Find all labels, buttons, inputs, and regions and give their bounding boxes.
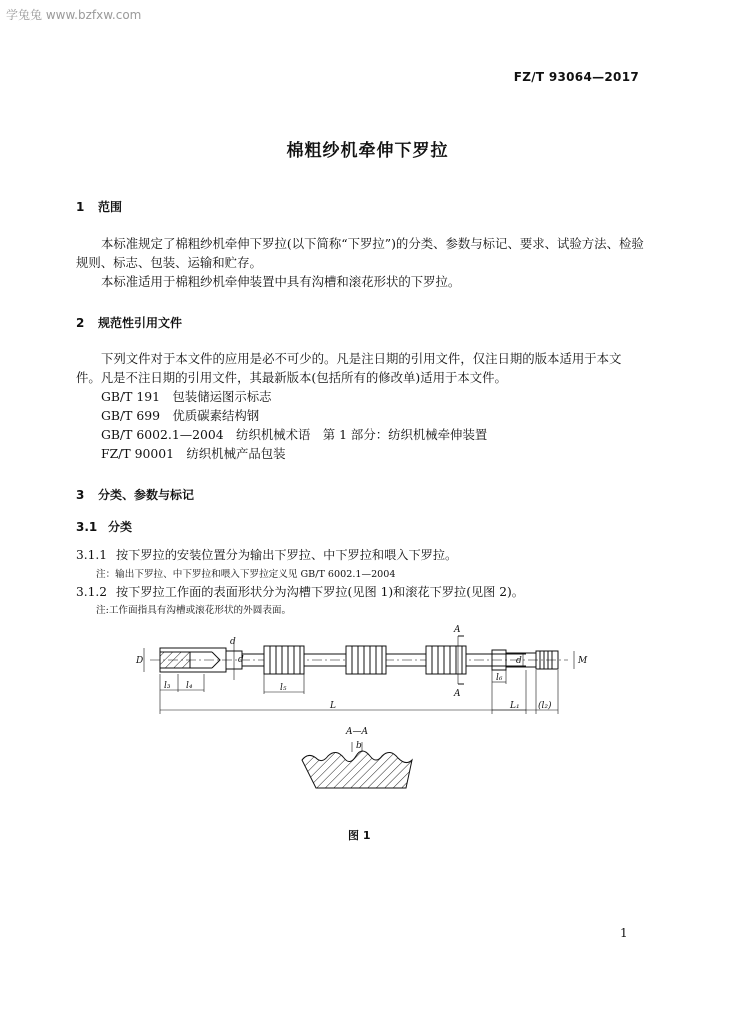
label-D: D — [136, 656, 144, 666]
subsection-3-1-title: 分类 — [108, 520, 133, 534]
figure-caption: 图 1 — [348, 829, 371, 842]
label-b: b — [356, 741, 362, 751]
threaded-hole — [160, 652, 190, 668]
subsection-3-1-number: 3.1 — [76, 520, 98, 534]
fluted-section-1 — [264, 646, 304, 674]
label-d1: d — [238, 655, 244, 665]
watermark: 学兔兔 www.bzfxw.com — [6, 8, 142, 22]
section-3-heading — [76, 486, 194, 503]
section-3-number: 3 — [76, 488, 85, 502]
document-title: 棉粗纱机牵伸下罗拉 — [286, 141, 449, 161]
label-l2: (l₂) — [538, 701, 552, 711]
label-l6: l₆ — [496, 673, 503, 683]
section-3-title: 分类、参数与标记 — [98, 488, 195, 502]
clause-3-1-1-note: 注：输出下罗拉、中下罗拉和喂入下罗拉定义见 GB/T 6002.1—2004 — [96, 569, 396, 580]
section-1-title: 范围 — [98, 200, 123, 214]
label-l5: l₅ — [280, 683, 287, 693]
subsection-3-1-heading — [76, 518, 132, 535]
reference-item: GB/T 191 包装储运图示标志 — [101, 389, 272, 404]
section-1-paragraph-1-line-2: 规则、标志、包装、运输和贮存。 — [76, 255, 262, 270]
reference-item: GB/T 699 优质碳素结构钢 — [101, 408, 260, 423]
section-2-paragraph-line-2: 件。凡是不注日期的引用文件，其最新版本(包括所有的修改单)适用于本文件。 — [76, 370, 507, 385]
clause-3-1-2 — [76, 583, 524, 600]
label-d2: d — [516, 656, 522, 666]
label-M: M — [578, 656, 588, 666]
label-d: d — [230, 637, 236, 647]
label-section-AA: A—A — [346, 727, 368, 737]
label-l4: l₄ — [186, 681, 193, 691]
fluted-section-3 — [426, 646, 466, 674]
clause-3-1-1 — [76, 546, 457, 563]
section-2-paragraph-line-1: 下列文件对于本文件的应用是必不可少的。凡是注日期的引用文件，仅注日期的版本适用于本文 — [101, 351, 622, 366]
clause-3-1-1-text: 按下罗拉的安装位置分为输出下罗拉、中下罗拉和喂入下罗拉。 — [116, 548, 458, 562]
label-l3: l₃ — [164, 681, 171, 691]
clause-3-1-2-note: 注:工作面指具有沟槽或滚花形状的外圆表面。 — [96, 605, 292, 616]
clause-3-1-2-number: 3.1.2 — [76, 585, 108, 599]
section-2-title: 规范性引用文件 — [98, 316, 183, 330]
fluted-section-2 — [346, 646, 386, 674]
clause-3-1-1-number: 3.1.1 — [76, 548, 108, 562]
label-L: L — [330, 701, 336, 711]
section-1-paragraph-1-line-1: 本标准规定了棉粗纱机牵伸下罗拉(以下简称“下罗拉”)的分类、参数与标记、要求、试验方法、检验 — [101, 236, 644, 251]
roller-drawing — [130, 618, 590, 803]
section-1-paragraph-2: 本标准适用于棉粗纱机牵伸装置中具有沟槽和滚花形状的下罗拉。 — [101, 274, 461, 289]
page-number: 1 — [620, 926, 628, 940]
section-1-number: 1 — [76, 200, 85, 214]
clause-3-1-2-text: 按下罗拉工作面的表面形状分为沟槽下罗拉(见图 1)和滚花下罗拉(见图 2)。 — [116, 585, 524, 599]
label-section-A-top: A — [454, 625, 461, 635]
reference-item: FZ/T 90001 纺织机械产品包装 — [101, 446, 286, 461]
label-section-A-bottom: A — [454, 689, 461, 699]
standard-number: FZ/T 93064—2017 — [513, 70, 639, 84]
section-1-heading — [76, 198, 122, 215]
reference-item: GB/T 6002.1—2004 纺织机械术语 第 1 部分：纺织机械牵伸装置 — [101, 427, 488, 442]
section-2-number: 2 — [76, 316, 85, 330]
label-L1: L₁ — [510, 701, 520, 711]
section-2-heading — [76, 314, 182, 331]
